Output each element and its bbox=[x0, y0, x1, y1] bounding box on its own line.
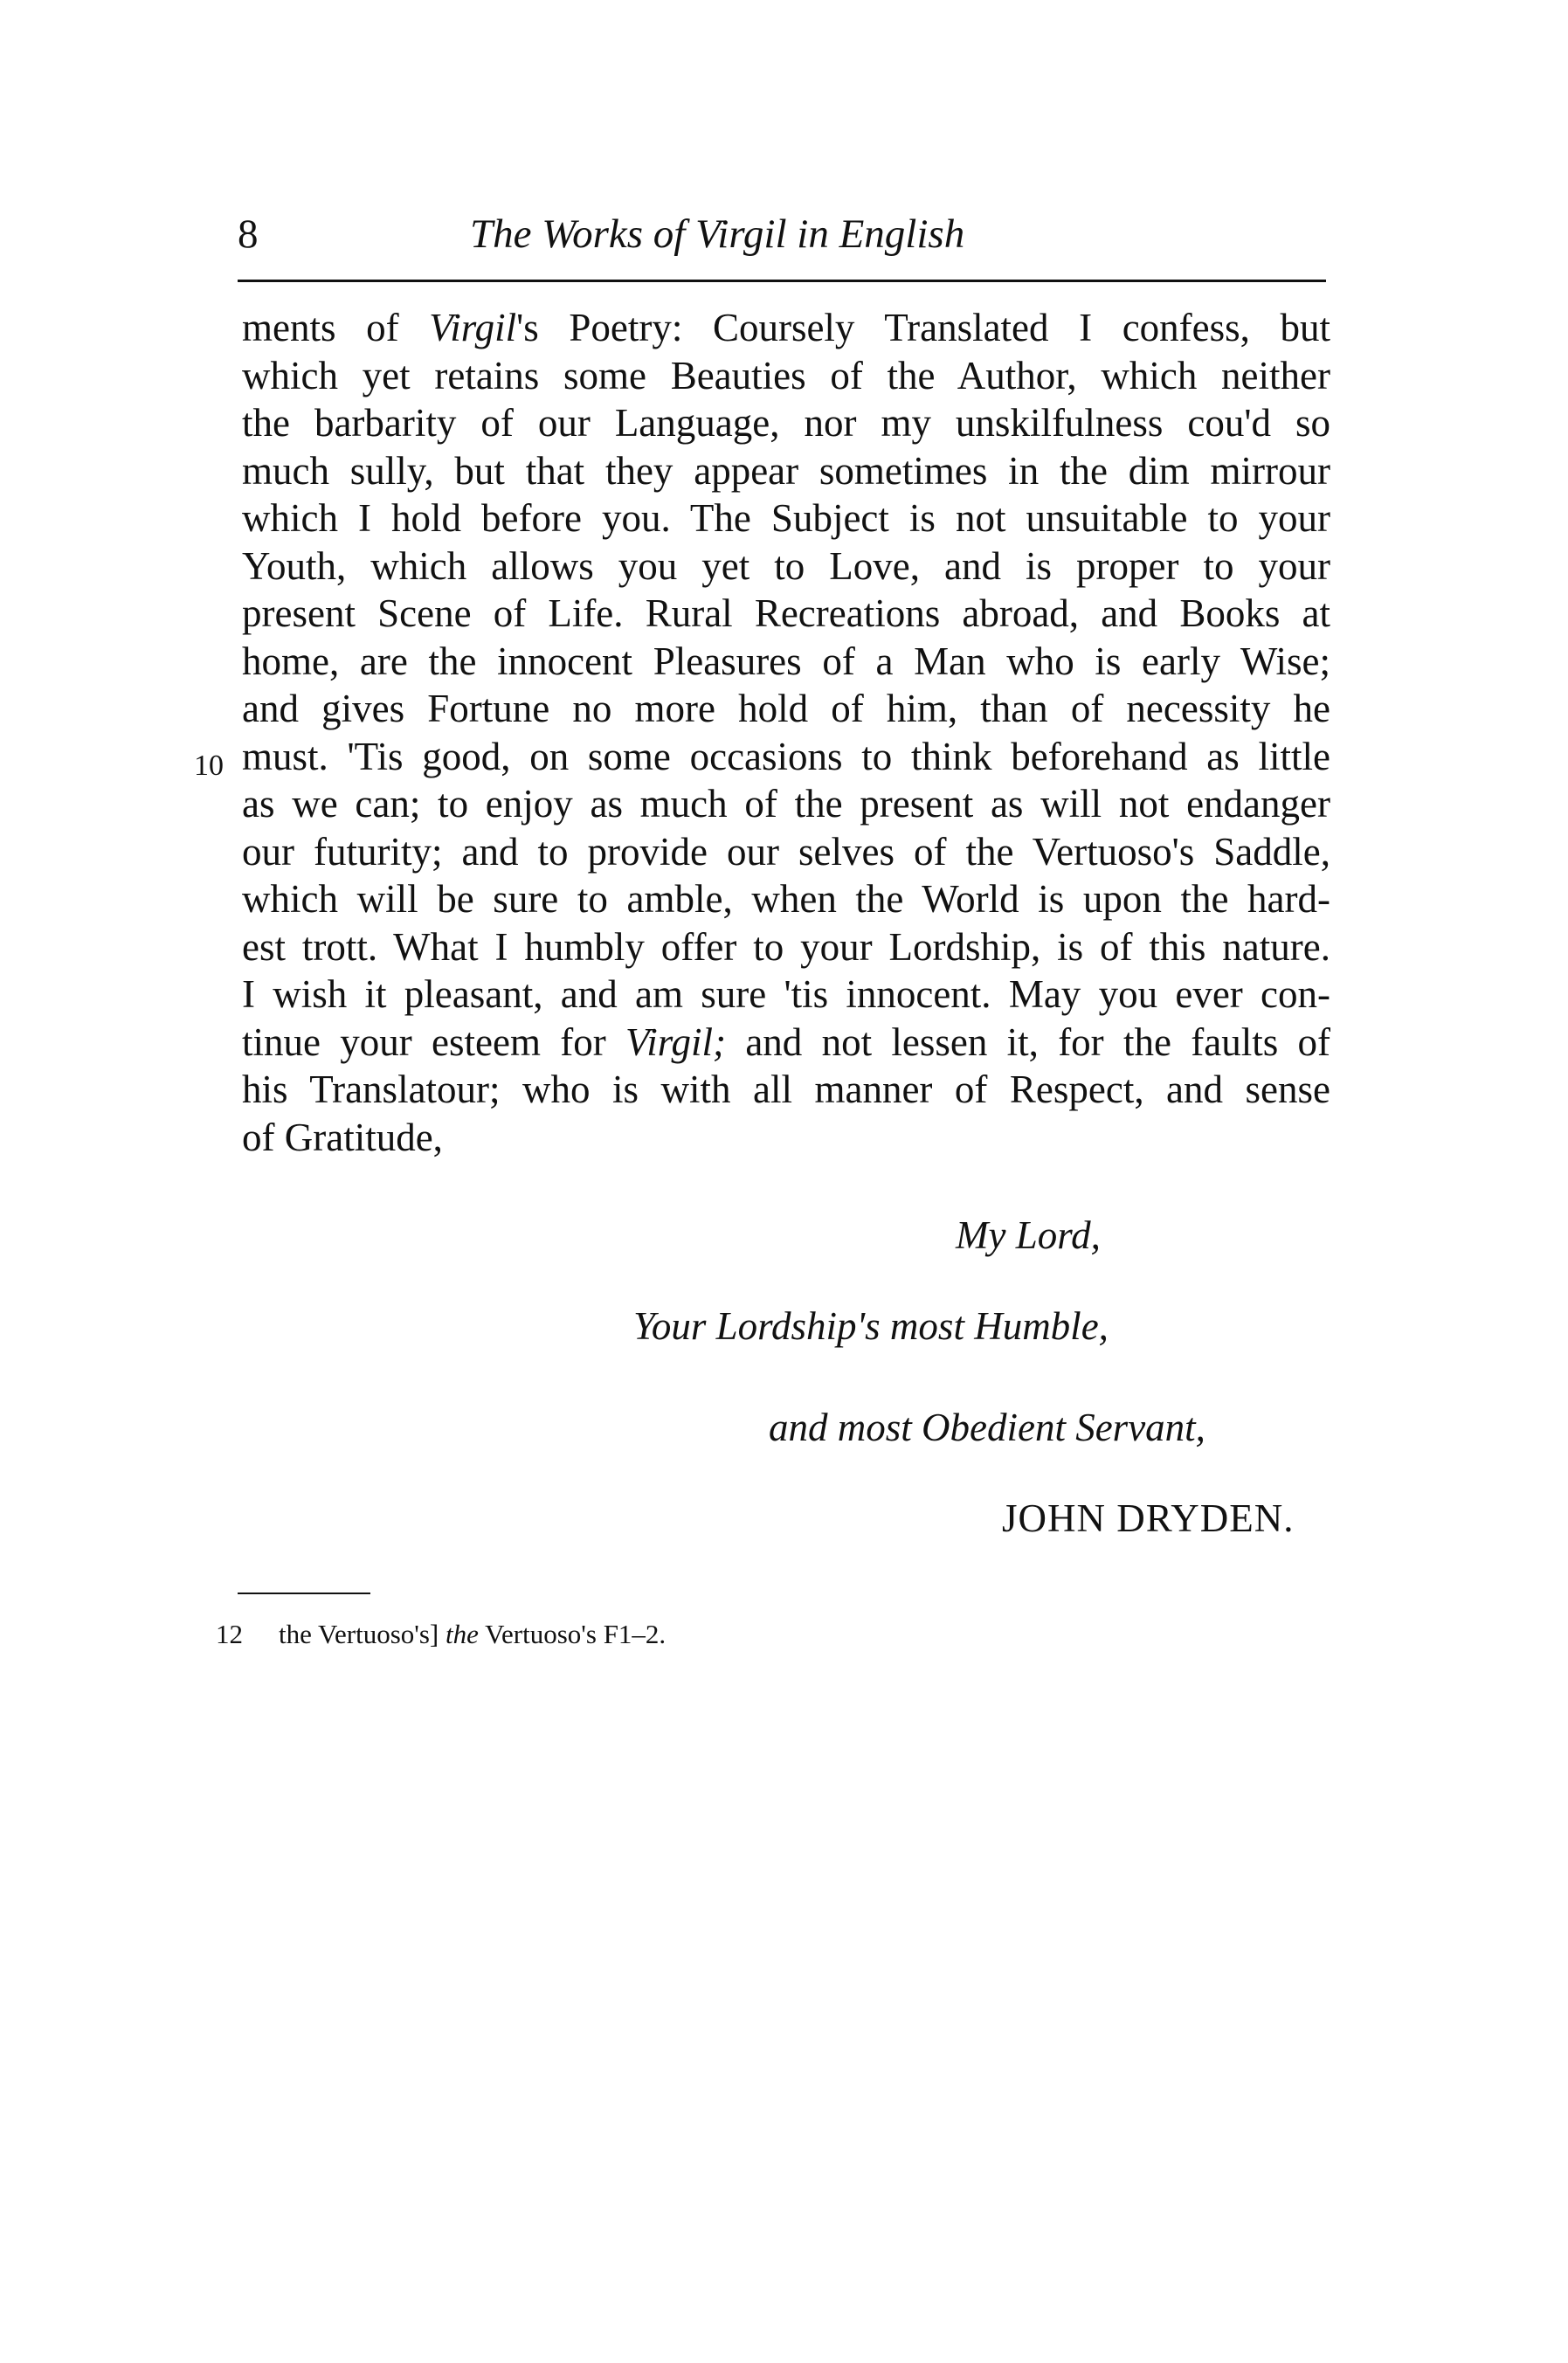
footnote-variant-italic: the bbox=[446, 1619, 479, 1649]
text-line: est trott. What I humbly offer to your Lordship, is of this nature. bbox=[242, 924, 1330, 969]
text-line: his Translatour; who is with all manner of Respect, and sense bbox=[242, 1067, 1330, 1111]
body-text bbox=[242, 304, 1330, 1161]
salutation: My Lord, bbox=[956, 1213, 1101, 1257]
text-line: and gives Fortune no more hold of him, than of necessity he bbox=[242, 687, 1330, 730]
line-number-marker: 10 bbox=[194, 750, 224, 782]
text-line: which will be sure to amble, when the World is upon the hard- bbox=[242, 877, 1330, 921]
footnote bbox=[216, 1617, 666, 1652]
text-line: home, are the innocent Pleasures of a Man who is early Wise; bbox=[242, 639, 1330, 683]
text-line: must. 'Tis good, on some occasions to think beforehand as little bbox=[242, 734, 1330, 778]
footnote-variant: Vertuoso's F1–2. bbox=[485, 1619, 667, 1649]
complimentary-close: Your Lordship's most Humble, bbox=[633, 1304, 1109, 1348]
header-rule bbox=[238, 280, 1326, 282]
text-line: present Scene of Life. Rural Recreations abroad, and Books at bbox=[242, 591, 1330, 635]
text-line: I wish it pleasant, and am sure 'tis innocent. May you ever con- bbox=[242, 972, 1330, 1016]
text-line: much sully, but that they appear sometimes in the dim mirrour bbox=[242, 448, 1330, 493]
text-line: which I hold before you. The Subject is not unsuitable to your bbox=[242, 496, 1330, 540]
footnote-rule bbox=[238, 1593, 370, 1594]
text-line: our futurity; and to provide our selves of the Vertuoso's Saddle, bbox=[242, 829, 1330, 874]
text-line: Youth, which allows you yet to Love, and is proper to your bbox=[242, 543, 1330, 588]
text-line: tinue your esteem for Virgil; and not lessen it, for the faults of bbox=[242, 1019, 1330, 1064]
complimentary-close-continued: and most Obedient Servant, bbox=[769, 1406, 1205, 1449]
text-line: of Gratitude, bbox=[242, 1115, 443, 1159]
footnote-lemma: the Vertuoso's] bbox=[279, 1619, 439, 1649]
footnote-number: 12 bbox=[216, 1619, 243, 1649]
page-number: 8 bbox=[238, 211, 259, 257]
text-line: as we can; to enjoy as much of the present as will not endanger bbox=[242, 782, 1330, 826]
running-title: The Works of Virgil in English bbox=[470, 211, 965, 257]
text-line: the barbarity of our Language, nor my unskilfulness cou'd so bbox=[242, 401, 1330, 445]
text-line: which yet retains some Beauties of the Author, which neither bbox=[242, 353, 1330, 397]
signature: JOHN DRYDEN. bbox=[1002, 1496, 1295, 1540]
text-line: ments of Virgil's Poetry: Coursely Translated I confess, but bbox=[242, 306, 1330, 349]
